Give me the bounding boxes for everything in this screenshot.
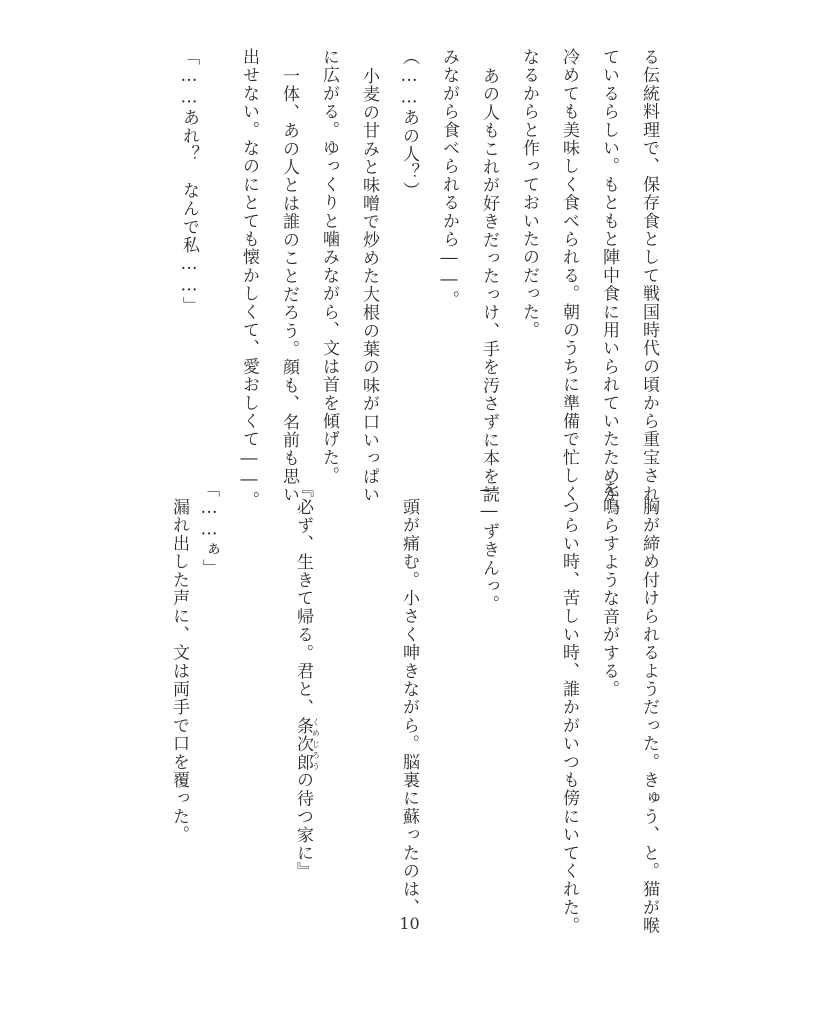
text-column-12: 「……あれ？ なんで私……」 <box>179 48 199 315</box>
text-column-10: 一体、あの人とは誰のことだろう。顔も、名前も思い <box>279 67 299 504</box>
ruby-reading: くめじろう <box>311 716 321 772</box>
ruby-name <box>293 716 321 772</box>
text-column-11: 出せない。なのにとても懐かしくて、愛おしくて――。 <box>239 48 259 509</box>
text-column-7: （……あの人？） <box>399 48 419 200</box>
text-column-6: みながら食べられるから――。 <box>439 48 459 309</box>
text-column-2: ているらしい。もともと陣中食に用いられていたためか、 <box>599 48 619 522</box>
text-column-8: 小麦の甘みと味噌で炒めた大根の葉の味が口いっぱい <box>359 67 379 504</box>
quote-start: 『必ず、生きて帰る。君と、 <box>293 480 313 717</box>
text-column-16: ――ずきんっ。 <box>479 480 499 614</box>
page-number: 10 <box>399 914 420 933</box>
quote-end: の待つ家に』 <box>293 771 313 881</box>
text-column-17: 頭が痛む。小さく呻きながら。脳裏に蘇ったのは、 <box>399 498 419 917</box>
text-column-5: あの人もこれが好きだったっけ、手を汚さずに本を読 <box>479 67 499 504</box>
text-column-19: 「……ぁ」 <box>199 480 219 577</box>
text-column-14: を鳴らすような音がする。 <box>599 480 619 699</box>
text-column-3: 冷めても美味しく食べられる。朝のうちに準備で忙しく <box>559 48 579 503</box>
text-column-18 <box>293 480 321 881</box>
text-column-1: る伝統料理で、保存食として戦国時代の頃から重宝され <box>639 48 659 503</box>
text-column-20: 漏れ出した声に、文は両手で口を覆った。 <box>169 498 189 844</box>
text-column-4: なるからと作っておいたのだった。 <box>519 48 539 340</box>
text-column-15: つらい時、苦しい時、誰かがいつも傍にいてくれた。 <box>559 498 579 935</box>
text-column-13: 胸が締め付けられるようだった。きゅう、と。猫が喉 <box>639 498 659 935</box>
ruby-base: 条次郎 <box>293 716 313 772</box>
text-column-9: に広がる。ゆっくりと噛みながら、文は首を傾げた。 <box>319 48 339 485</box>
